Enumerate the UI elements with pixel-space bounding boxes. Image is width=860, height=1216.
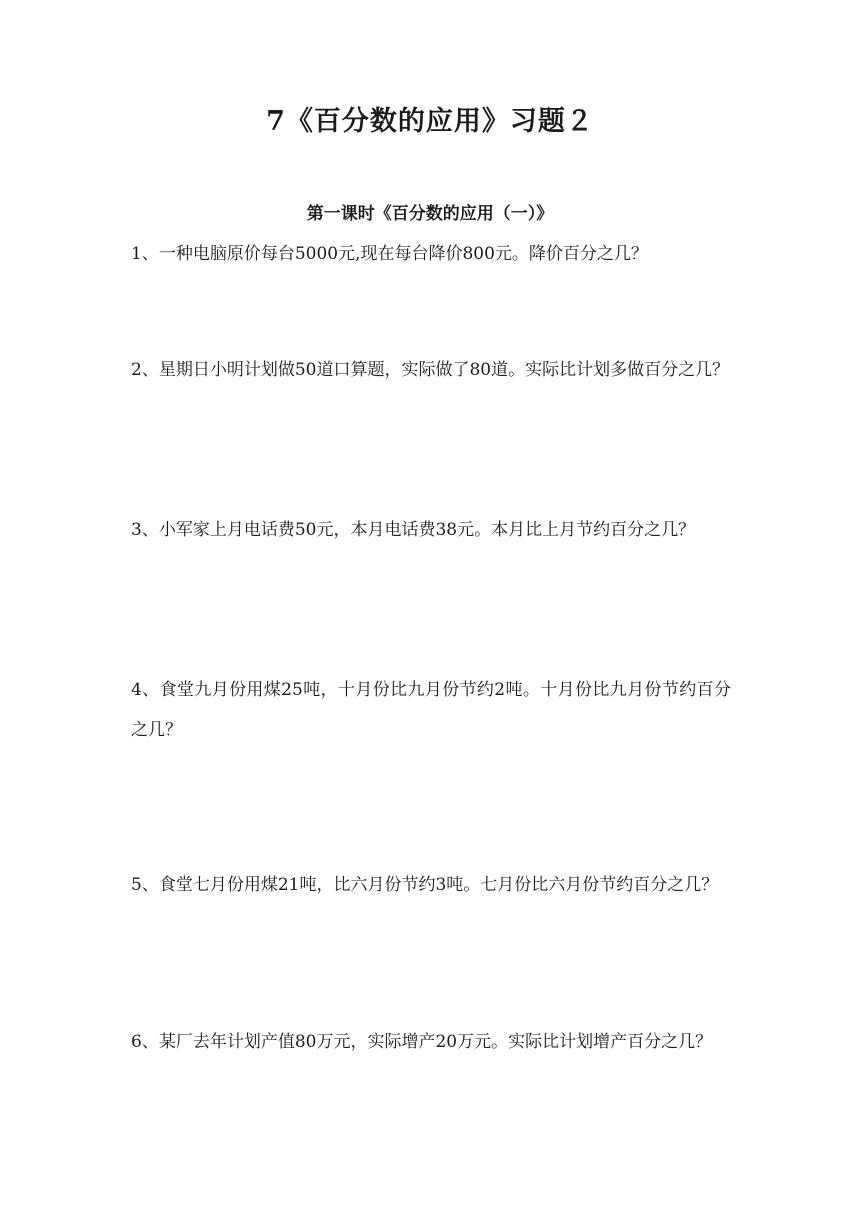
page-title: 7《百分数的应用》习题２ bbox=[266, 106, 594, 137]
question-2: 2、星期日小明计划做50道口算题，实际做了80道。实际比计划多做百分之几？ bbox=[131, 360, 730, 380]
question-6: 6、某厂去年计划产值80万元，实际增产20万元。实际比计划增产百分之几？ bbox=[131, 1032, 713, 1052]
question-5: 5、食堂七月份用煤21吨，比六月份节约3吨。七月份比六月份节约百分之几？ bbox=[131, 875, 719, 895]
section-title: 第一课时《百分数的应用（一）》 bbox=[306, 204, 554, 224]
question-1: 1、一种电脑原价每台5000元,现在每台降价800元。降价百分之几？ bbox=[131, 244, 648, 264]
question-3: 3、小军家上月电话费50元，本月电话费38元。本月比上月节约百分之几？ bbox=[131, 520, 696, 540]
question-4: 4、食堂九月份用煤25吨，十月份比九月份节约2吨。十月份比九月份节约百分之几？ bbox=[131, 680, 731, 740]
